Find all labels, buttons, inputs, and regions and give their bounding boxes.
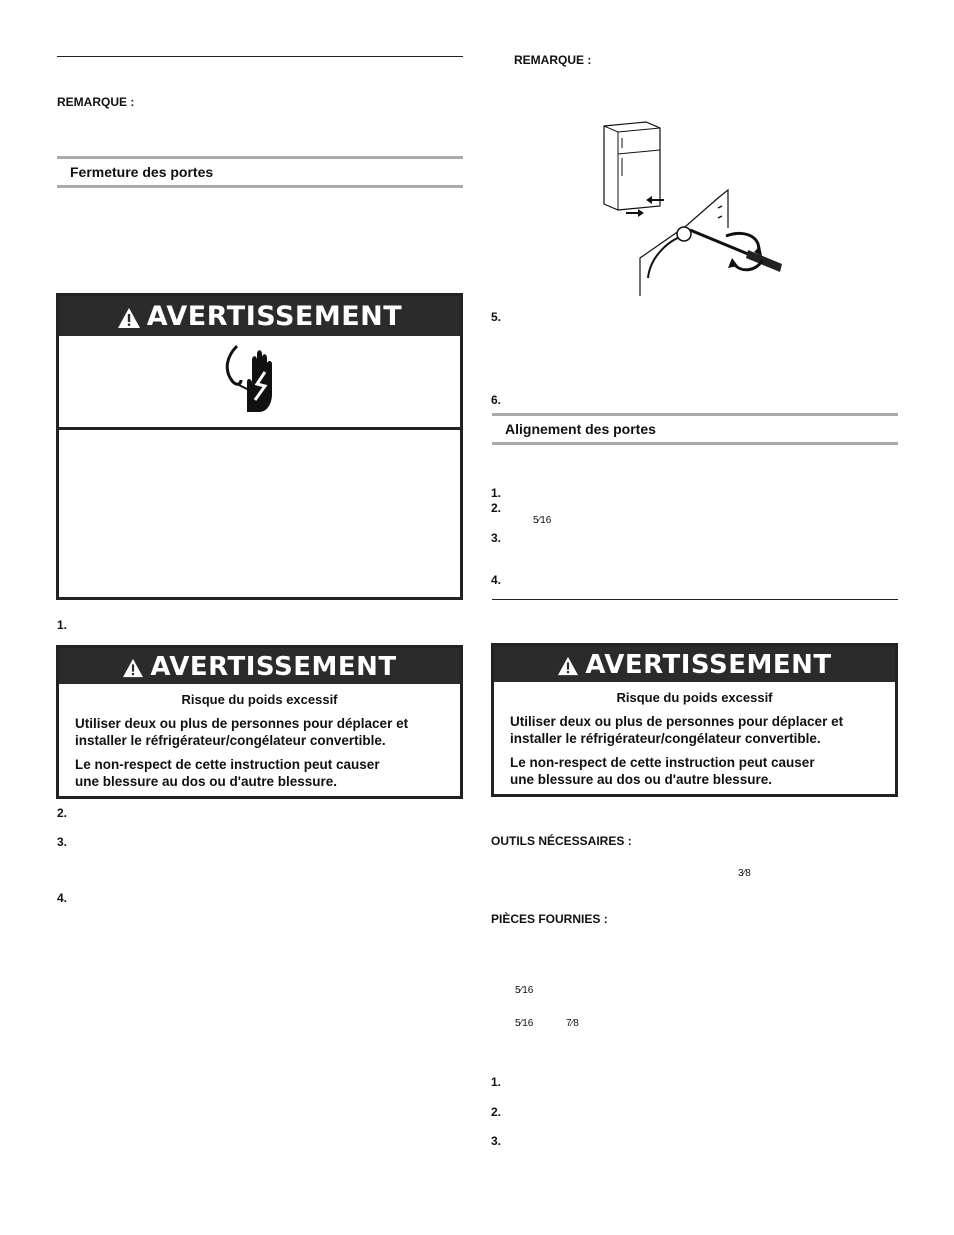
final-step-1: 1.: [491, 1075, 502, 1089]
outils-label: OUTILS NÉCESSAIRES :: [491, 834, 632, 848]
final-step-3: 3.: [491, 1134, 502, 1148]
warning-weight-box-left: [56, 645, 463, 799]
warning-header: AVERTISSEMENT: [494, 646, 895, 682]
step-3-left: 3.: [57, 835, 68, 849]
pieces-fraction-3: 7⁄8: [566, 1018, 579, 1029]
step-6-right: 6.: [491, 393, 502, 407]
warning-triangle-icon: [557, 656, 579, 676]
outils-fraction: 3⁄8: [738, 868, 751, 879]
pieces-fraction-2: 5⁄16: [515, 1018, 534, 1029]
warning-line-2: Le non-respect de cette instruction peut causer une blessure au dos ou d'autre blessure.: [510, 755, 815, 787]
step-2-left: 2.: [57, 806, 68, 820]
pieces-fraction-1: 5⁄16: [515, 985, 534, 996]
warning-line-2: Le non-respect de cette instruction peut causer une blessure au dos ou d'autre blessure.: [75, 757, 380, 789]
electric-shock-hand-icon: [219, 342, 299, 417]
align-step-2: 2.: [491, 501, 502, 515]
align-step-4: 4.: [491, 573, 502, 587]
top-rule-left: [57, 56, 463, 57]
final-step-2: 2.: [491, 1105, 502, 1119]
step-1-left: 1.: [57, 618, 68, 632]
step-4-left: 4.: [57, 891, 68, 905]
section-alignement-portes: [492, 413, 898, 445]
warning-weight-box-right: [491, 643, 898, 797]
align-fraction: 5⁄16: [533, 515, 552, 526]
pieces-label: PIÈCES FOURNIES :: [491, 912, 608, 926]
warning-header: AVERTISSEMENT: [59, 648, 460, 684]
warning-risk-title: Risque du poids excessif: [181, 692, 338, 707]
warning-icon-area: [59, 336, 460, 430]
remarque-label-left: REMARQUE :: [57, 95, 135, 109]
warning-line-1: Utiliser deux ou plus de personnes pour déplacer et installer le réfrigérateur/congélateur convertible.: [510, 714, 844, 746]
warning-triangle-icon: [117, 307, 141, 329]
remarque-label-right: REMARQUE :: [514, 53, 592, 67]
align-step-3: 3.: [491, 531, 502, 545]
rule-right: [492, 599, 898, 600]
warning-electric-box: [56, 293, 463, 600]
fridge-leveling-illustration: [598, 118, 788, 298]
step-5-right: 5.: [491, 310, 502, 324]
warning-triangle-icon: [122, 658, 144, 678]
warning-line-1: Utiliser deux ou plus de personnes pour déplacer et installer le réfrigérateur/congélateur convertible.: [75, 716, 409, 748]
align-step-1: 1.: [491, 486, 502, 500]
section-fermeture-portes: [57, 156, 463, 188]
section-title: Alignement des portes: [505, 421, 656, 437]
warning-header: AVERTISSEMENT: [59, 296, 460, 336]
section-title: Fermeture des portes: [70, 164, 214, 180]
warning-risk-title: Risque du poids excessif: [616, 690, 773, 705]
